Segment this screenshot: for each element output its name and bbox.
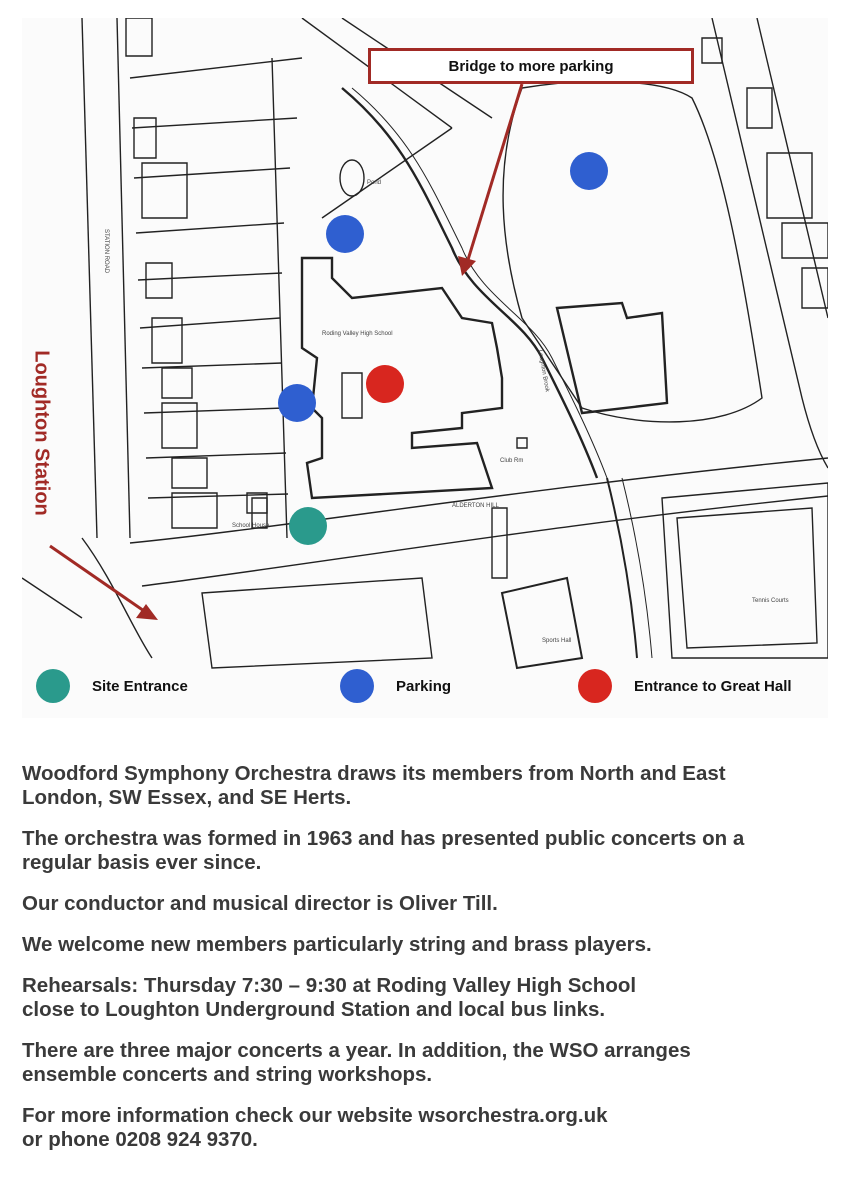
station-label-text: Loughton Station <box>30 350 53 516</box>
info-paragraph <box>22 933 826 957</box>
legend-great-hall-label: Entrance to Great Hall <box>634 677 792 695</box>
map-drawing <box>22 18 828 718</box>
parking-dot-icon <box>340 669 374 703</box>
great-hall-dot-icon <box>578 669 612 703</box>
site-map <box>22 18 828 718</box>
info-paragraph <box>22 1104 826 1152</box>
info-line: or phone 0208 924 9370. <box>22 1128 258 1151</box>
info-line: We welcome new members particularly string and brass players. <box>22 933 652 956</box>
info-paragraph <box>22 974 826 1022</box>
info-line: close to Loughton Underground Station and local bus links. <box>22 998 606 1021</box>
sports-hall-label: Sports Hall <box>542 638 572 644</box>
info-line: Rehearsals: Thursday 7:30 – 9:30 at Roding Valley High School <box>22 974 637 997</box>
legend-site-entrance <box>36 668 188 704</box>
legend-parking <box>340 668 451 704</box>
info-paragraph <box>22 762 826 810</box>
info-text <box>22 762 826 1169</box>
legend-parking-label: Parking <box>396 677 452 695</box>
legend-site-entrance-label: Site Entrance <box>92 677 188 695</box>
site-entrance-dot-icon <box>36 669 70 703</box>
info-line: London, SW Essex, and SE Herts. <box>22 786 352 809</box>
legend-great-hall <box>578 668 792 704</box>
info-line: There are three major concerts a year. In addition, the WSO arranges <box>22 1039 691 1062</box>
pond-label: Pond <box>367 180 382 186</box>
school-map-label: Roding Valley High School <box>322 331 393 337</box>
station-label <box>30 318 52 548</box>
info-paragraph <box>22 827 826 875</box>
school-house-label: School House <box>232 523 270 529</box>
brook-label: Loughton Brook <box>536 349 550 393</box>
info-line: ensemble concerts and string workshops. <box>22 1063 433 1086</box>
info-paragraph <box>22 1039 826 1087</box>
alderton-label: ALDERTON HILL <box>452 503 499 509</box>
info-line: For more information check our website wsorchestra.org.uk <box>22 1104 608 1127</box>
bridge-parking-callout: Bridge to more parking <box>368 48 694 84</box>
club-rm-label: Club Rm <box>500 458 524 464</box>
info-line: Our conductor and musical director is Oliver Till. <box>22 892 498 915</box>
info-line: The orchestra was formed in 1963 and has presented public concerts on a <box>22 827 745 850</box>
info-paragraph <box>22 892 826 916</box>
info-line: Woodford Symphony Orchestra draws its members from North and East <box>22 762 726 785</box>
station-road-label: STATION ROAD <box>103 228 110 274</box>
info-line: regular basis ever since. <box>22 851 262 874</box>
tennis-courts-label: Tennis Courts <box>752 598 789 604</box>
